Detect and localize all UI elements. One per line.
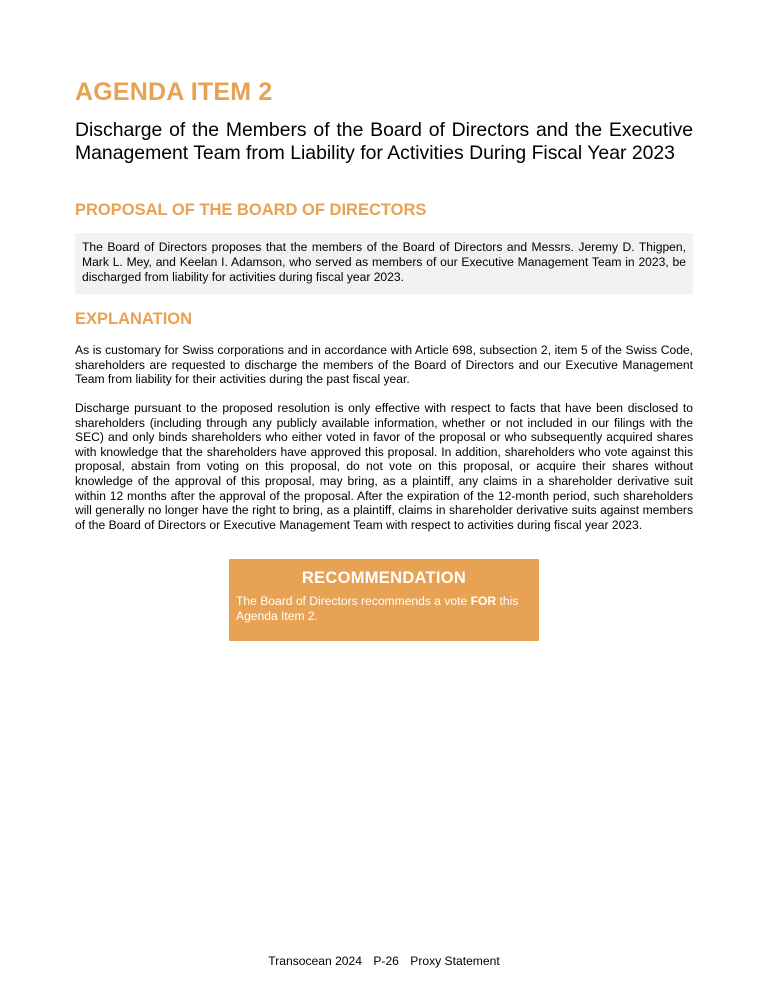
recommendation-title: RECOMMENDATION bbox=[301, 569, 467, 587]
agenda-heading: AGENDA ITEM 2 bbox=[75, 78, 273, 106]
footer-document-title: Proxy Statement bbox=[410, 954, 500, 968]
proposal-box: The Board of Directors proposes that the members of the Board of Directors and Messrs. Jeremy D. Thigpen, Mark L. Mey, and Keelan I. Adamson, who served as members of our Executive Management Team in 2023, be discharged from liability for activities during fiscal year 2023. bbox=[75, 233, 693, 294]
recommendation-text-before: The Board of Directors recommends a vote bbox=[236, 594, 471, 608]
footer-page-number: P-26 bbox=[373, 954, 399, 968]
recommendation-box bbox=[229, 559, 539, 641]
proposal-heading: PROPOSAL OF THE BOARD OF DIRECTORS bbox=[75, 201, 427, 219]
explanation-paragraph: As is customary for Swiss corporations and in accordance with Article 698, subsection 2, item 5 of the Swiss Code, shareholders are requested to discharge the members of the Board of Directors and our Executive Management Team from liability for their activities during the past fiscal year. bbox=[75, 343, 693, 387]
recommendation-text-after: this Agenda Item 2. bbox=[236, 594, 519, 624]
page-footer bbox=[0, 954, 768, 968]
recommendation-text bbox=[236, 594, 532, 624]
explanation-heading: EXPLANATION bbox=[75, 310, 193, 328]
footer-company-year: Transocean 2024 bbox=[268, 954, 362, 968]
recommendation-vote: FOR bbox=[470, 594, 497, 608]
explanation-paragraph: Discharge pursuant to the proposed resolution is only effective with respect to facts that have been disclosed to shareholders (including through any publicly available information, whether or not included in our filings with the SEC) and only binds shareholders who either voted in favor of the proposal or who subsequently acquired shares with knowledge that the shareholders have approved this proposal. In addition, shareholders who vote against this proposal, abstain from voting on this proposal, do not vote on this proposal, or acquire their shares without knowledge of the approval of this proposal, may bring, as a plaintiff, any claims in a shareholder derivative suit within 12 months after the approval of the proposal. After the expiration of the 12-month period, such shareholders will generally no longer have the right to bring, as a plaintiff, claims in shareholder derivative suits against members of the Board of Directors or Executive Management Team with respect to activities during fiscal year 2023. bbox=[75, 401, 693, 532]
agenda-subtitle: Discharge of the Members of the Board of Directors and the Executive Management Team from Liability for Activities During Fiscal Year 2023 bbox=[75, 119, 693, 164]
